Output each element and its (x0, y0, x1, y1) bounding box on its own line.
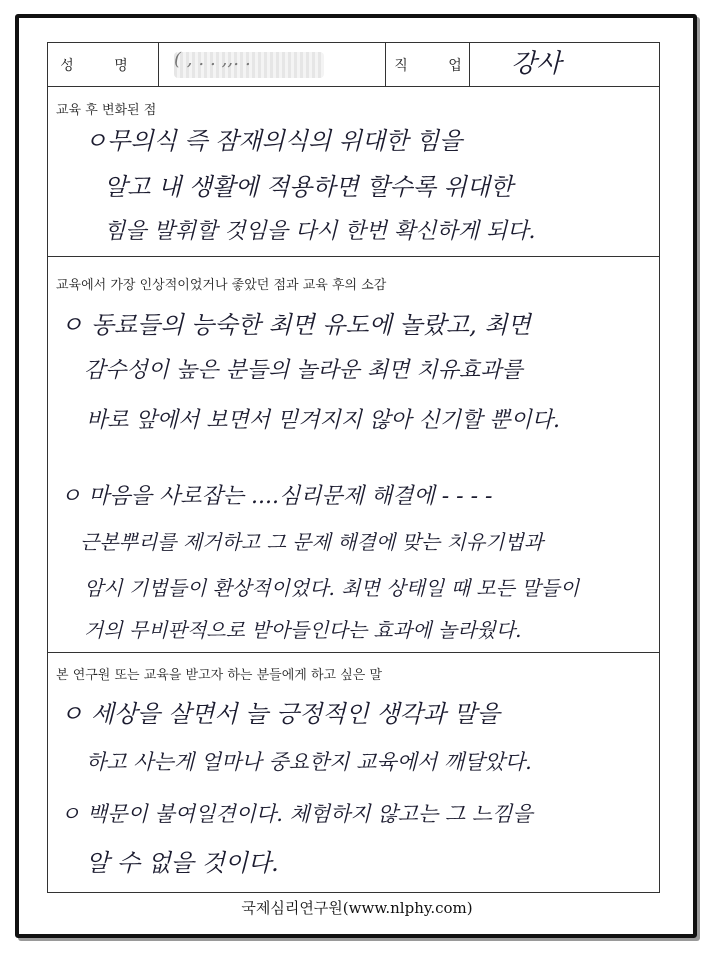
handwritten-line: 거의 무비판적으로 받아들인다는 효과에 놀라웠다. (84, 618, 522, 642)
feedback-form (47, 42, 660, 893)
handwritten-line: 암시 기법들이 환상적이었다. 최면 상태일 때 모든 말들이 (84, 576, 580, 600)
header-row (48, 43, 659, 87)
handwritten-line: 힘을 발휘할 것임을 다시 한번 확신하게 되다. (104, 219, 536, 244)
job-label: 직 업 (394, 57, 480, 74)
handwritten-line: 근본뿌리를 제거하고 그 문제 해결에 맞는 치유기법과 (80, 530, 544, 554)
job-value: 강사 (511, 49, 562, 79)
divider (469, 43, 470, 86)
name-value: ( , ․ ․ ,,․ ․ (174, 49, 251, 70)
name-value-cell (160, 43, 385, 86)
handwritten-line: ㅇ 동료들의 능숙한 최면 유도에 놀랐고, 최면 (60, 311, 531, 339)
divider (158, 43, 159, 86)
section-title: 교육 후 변화된 점 (56, 103, 157, 118)
handwritten-line: ㅇ 세상을 살면서 늘 긍정적인 생각과 말을 (60, 700, 500, 728)
section-changes (48, 87, 659, 257)
divider (385, 43, 386, 86)
handwritten-line: ㅇ 백문이 불여일견이다. 체험하지 않고는 그 느낌을 (60, 802, 533, 826)
handwritten-line: 감수성이 높은 분들의 놀라운 최면 치유효과를 (84, 358, 523, 383)
handwritten-line: 알 수 없을 것이다. (86, 849, 279, 877)
footer-institute: 국제심리연구원(www.nlphy.com) (241, 899, 473, 917)
handwritten-line: 바로 앞에서 보면서 믿겨지지 않아 신기할 뿐이다. (86, 408, 560, 433)
section-message (48, 654, 659, 892)
handwritten-line: ㅇ 마음을 사로잡는 ....심리문제 해결에 - - - - (60, 484, 493, 509)
name-label-cell (48, 43, 158, 86)
job-value-cell (471, 43, 659, 86)
section-title: 교육에서 가장 인상적이었거나 좋았던 점과 교육 후의 소감 (56, 278, 387, 293)
handwritten-line: 하고 사는게 얼마나 중요한지 교육에서 깨달았다. (86, 750, 532, 774)
handwritten-line: 알고 내 생활에 적용하면 할수록 위대한 (104, 173, 514, 201)
section-title: 본 연구원 또는 교육을 받고자 하는 분들에게 하고 싶은 말 (56, 668, 383, 683)
handwritten-line: ㅇ무의식 즉 잠재의식의 위대한 힘을 (84, 127, 463, 155)
section-impressions (48, 258, 659, 653)
name-label: 성 명 (60, 57, 146, 74)
